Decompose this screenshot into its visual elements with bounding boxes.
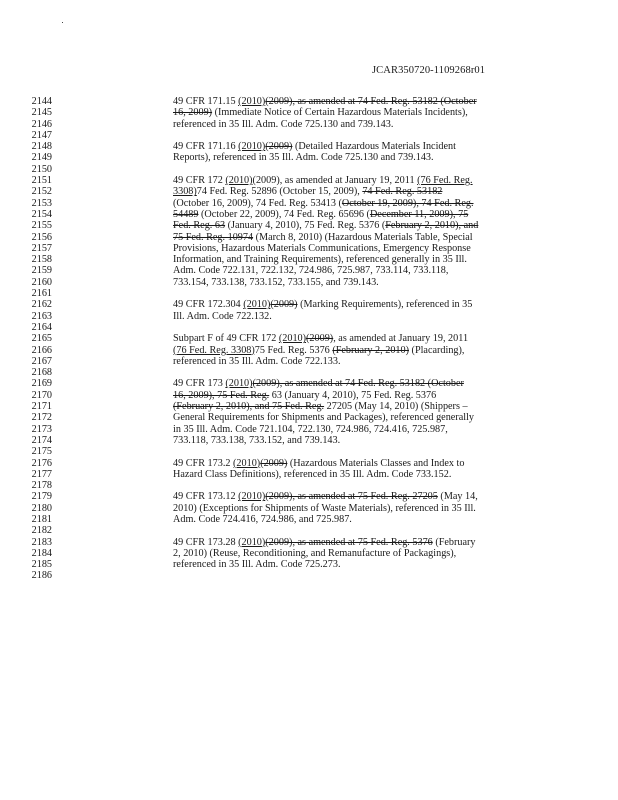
text-line: [173, 288, 553, 299]
text-segment: (2009), as amended at January 19, 2011: [252, 175, 418, 187]
text-segment: (Marking Requirements), referenced in 35: [297, 299, 473, 311]
line-number: 2161: [31, 288, 52, 300]
deleted-text: (2009): [265, 141, 293, 153]
text-line: [173, 265, 553, 276]
text-line: [173, 491, 553, 502]
line-number: 2150: [31, 163, 52, 175]
text-segment: 49 CFR 173: [173, 378, 226, 390]
text-line: [173, 119, 553, 130]
line-number: 2181: [31, 513, 52, 525]
deleted-text: (2009), as amended at 75 Fed. Reg. 27205: [265, 491, 438, 503]
line-number: 2149: [31, 152, 52, 164]
text-segment: (October 16, 2009), 74 Fed. Reg. 53413 (: [173, 197, 342, 209]
text-line: [173, 424, 553, 435]
text-line: [173, 299, 553, 310]
line-number: 2180: [31, 502, 52, 514]
line-number: 2157: [31, 242, 52, 254]
text-line: [173, 141, 553, 152]
text-line: [173, 548, 553, 559]
line-number-column: [22, 96, 52, 582]
text-segment: referenced in 35 Ill. Adm. Code 725.273.: [173, 559, 341, 571]
line-number: 2158: [31, 254, 52, 266]
text-segment: (May 14,: [437, 491, 478, 503]
text-segment: 27205 (May 14, 2010) (Shippers –: [324, 401, 468, 413]
text-segment: 2010) (Exceptions for Shipments of Waste Materials), referenced in 35 Ill.: [173, 502, 476, 514]
text-segment: (January 4, 2010), 75 Fed. Reg. 5376 (: [225, 220, 386, 232]
text-segment: 49 CFR 171.15: [173, 96, 239, 107]
text-line: [173, 232, 553, 243]
line-number: 2162: [31, 299, 52, 311]
line-number: 2169: [31, 378, 52, 390]
deleted-text: Fed. Reg. 63: [173, 220, 226, 232]
line-number: 2173: [31, 423, 52, 435]
text-segment: (Detailed Hazardous Materials Incident: [292, 141, 456, 153]
line-number: 2178: [31, 480, 52, 492]
line-number: 2164: [31, 321, 52, 333]
text-line: [173, 446, 553, 457]
line-number: 2151: [31, 175, 52, 187]
text-segment: General Requirements for Shipments and Packages), referenced generally: [173, 412, 474, 424]
line-number: 2147: [31, 129, 52, 141]
line-number: 2155: [31, 220, 52, 232]
line-number: 2148: [31, 141, 52, 153]
text-segment: 49 CFR 173.28: [173, 536, 239, 548]
deleted-text: 75 Fed. Reg. 10974: [173, 231, 254, 243]
inserted-text: (2010): [238, 491, 266, 503]
deleted-text: (February 2, 2010): [332, 344, 409, 356]
text-segment: 2, 2010) (Reuse, Reconditioning, and Remanufacture of Packagings),: [173, 547, 457, 559]
deleted-text: February 2, 2010), and: [385, 220, 479, 232]
line-number: 2186: [31, 570, 52, 582]
text-line: [173, 390, 553, 401]
deleted-text: 16, 2009): [173, 107, 213, 119]
text-line: [173, 254, 553, 265]
text-segment: , as amended at January 19, 2011: [333, 333, 469, 345]
text-line: [173, 559, 553, 570]
text-line: [173, 152, 553, 163]
text-segment: (Hazardous Materials Classes and Index to: [287, 457, 465, 469]
text-segment: Adm. Code 722.131, 722.132, 724.986, 725.987, 733.114, 733.118,: [173, 265, 449, 277]
text-line: [173, 435, 553, 446]
text-line: [173, 130, 553, 141]
line-number: 2154: [31, 208, 52, 220]
text-segment: 49 CFR 171.16: [173, 141, 239, 153]
text-line: [173, 311, 553, 322]
inserted-text: (2010): [225, 175, 253, 187]
text-segment: referenced in 35 Ill. Adm. Code 725.130 and 739.143.: [173, 118, 394, 130]
text-line: [173, 186, 553, 197]
text-line: [173, 322, 553, 333]
line-number: 2166: [31, 344, 52, 356]
text-line: [173, 220, 553, 231]
text-segment: Ill. Adm. Code 722.132.: [173, 310, 272, 322]
text-line: [173, 107, 553, 118]
deleted-text: (February 2, 2010), and 75 Fed. Reg.: [173, 401, 325, 413]
scan-speck: [62, 22, 63, 23]
text-segment: (March 8, 2010) (Hazardous Materials Table, Special: [253, 231, 473, 243]
deleted-text: (2009): [270, 299, 298, 311]
inserted-text: (2010): [238, 141, 266, 153]
line-number: 2182: [31, 525, 52, 537]
text-segment: Subpart F of 49 CFR 172: [173, 333, 279, 345]
text-line: [173, 378, 553, 389]
text-line: [173, 412, 553, 423]
text-line: [173, 525, 553, 536]
text-line: [173, 333, 553, 344]
deleted-text: October 19, 2009), 74 Fed. Reg.: [341, 197, 474, 209]
inserted-text: (76 Fed. Reg. 3308): [173, 344, 255, 356]
text-line: [173, 175, 553, 186]
deleted-text: 74 Fed. Reg. 53182: [362, 186, 443, 198]
inserted-text: (2010): [238, 536, 266, 548]
line-number: 2172: [31, 412, 52, 424]
deleted-text: December 11, 2009), 75: [369, 208, 469, 220]
text-line: [173, 367, 553, 378]
text-segment: 733.118, 733.138, 733.152, and 739.143.: [173, 434, 341, 446]
line-number: 2159: [31, 265, 52, 277]
text-segment: (October 22, 2009), 74 Fed. Reg. 65696 (: [198, 208, 370, 220]
document-id: JCAR350720-1109268r01: [372, 65, 486, 76]
text-line: [173, 469, 553, 480]
line-number: 2163: [31, 310, 52, 322]
text-line: [173, 198, 553, 209]
line-number: 2168: [31, 367, 52, 379]
line-number: 2171: [31, 401, 52, 413]
text-segment: in 35 Ill. Adm. Code 721.104, 722.130, 724.986, 724.416, 725.987,: [173, 423, 448, 435]
text-line: [173, 164, 553, 175]
text-line: [173, 96, 553, 107]
text-line: [173, 514, 553, 525]
text-segment: Adm. Code 724.416, 724.986, and 725.987.: [173, 513, 352, 525]
line-number: 2145: [31, 107, 52, 119]
line-number: 2167: [31, 355, 52, 367]
text-segment: 49 CFR 173.12: [173, 491, 239, 503]
text-segment: Reports), referenced in 35 Ill. Adm. Code 725.130 and 739.143.: [173, 152, 434, 164]
text-segment: 74 Fed. Reg. 52896 (October 15, 2009),: [196, 186, 363, 198]
text-line: [173, 537, 553, 548]
deleted-text: 54489: [173, 208, 199, 220]
line-number: 2185: [31, 559, 52, 571]
deleted-text: (2009), as amended at 75 Fed. Reg. 5376: [265, 536, 433, 548]
line-number: 2152: [31, 186, 52, 198]
text-segment: (Immediate Notice of Certain Hazardous Materials Incidents),: [212, 107, 468, 119]
text-segment: 63 (January 4, 2010), 75 Fed. Reg. 5376: [269, 389, 437, 401]
text-line: [173, 480, 553, 491]
text-segment: Provisions, Hazardous Materials Communications, Emergency Response: [173, 242, 471, 254]
inserted-text: (2010): [233, 457, 261, 469]
document-body: [173, 96, 553, 582]
deleted-text: (2009): [260, 457, 288, 469]
text-line: [173, 503, 553, 514]
deleted-text: 16, 2009), 75 Fed. Reg.: [173, 389, 270, 401]
text-segment: 49 CFR 173.2: [173, 457, 234, 469]
inserted-text: (2010): [238, 96, 266, 107]
text-line: [173, 345, 553, 356]
line-number: 2183: [31, 536, 52, 548]
text-line: [173, 209, 553, 220]
text-line: [173, 243, 553, 254]
text-segment: 49 CFR 172.304: [173, 299, 244, 311]
line-number: 2156: [31, 231, 52, 243]
text-segment: Hazard Class Definitions), referenced in 35 Ill. Adm. Code 733.152.: [173, 468, 452, 480]
text-line: [173, 570, 553, 581]
inserted-text: (2010): [225, 378, 253, 390]
line-number: 2179: [31, 491, 52, 503]
text-line: [173, 458, 553, 469]
line-number: 2177: [31, 468, 52, 480]
inserted-text: 3308): [173, 186, 197, 198]
inserted-text: (2010): [243, 299, 271, 311]
line-number: 2146: [31, 118, 52, 130]
text-segment: (Placarding),: [409, 344, 465, 356]
line-number: 2175: [31, 446, 52, 458]
deleted-text: (2009), as amended at 74 Fed. Reg. 53182 (October: [252, 378, 464, 390]
text-line: [173, 401, 553, 412]
inserted-text: (2010): [278, 333, 307, 345]
line-number: 2165: [31, 333, 52, 345]
line-number: 2170: [31, 389, 52, 401]
text-line: [173, 356, 553, 367]
line-number: 2184: [31, 547, 52, 559]
line-number: 2153: [31, 197, 52, 209]
text-segment: 75 Fed. Reg. 5376: [254, 344, 333, 356]
text-segment: 733.154, 733.138, 733.152, 733.155, and 739.143.: [173, 276, 379, 288]
line-number: 2144: [31, 96, 52, 107]
text-segment: (February: [432, 536, 476, 548]
text-segment: referenced in 35 Ill. Adm. Code 722.133.: [173, 355, 341, 367]
text-segment: Information, and Training Requirements), referenced generally in 35 Ill.: [173, 254, 467, 266]
line-number: 2176: [31, 457, 52, 469]
inserted-text: (76 Fed. Reg.: [417, 175, 473, 187]
deleted-text: (2009), as amended at 74 Fed. Reg. 53182 (October: [265, 96, 477, 107]
deleted-text: (2009): [306, 333, 334, 345]
line-number: 2160: [31, 276, 52, 288]
line-number: 2174: [31, 434, 52, 446]
text-line: [173, 277, 553, 288]
text-segment: 49 CFR 172: [173, 175, 226, 187]
